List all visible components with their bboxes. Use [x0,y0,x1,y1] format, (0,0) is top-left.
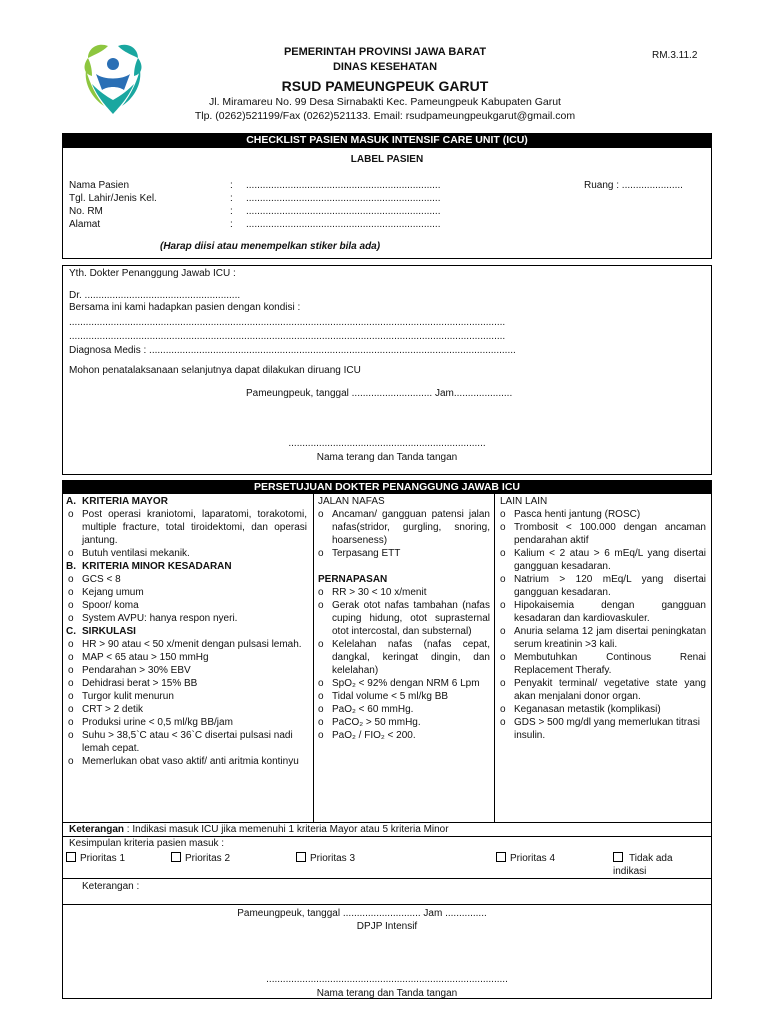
footer-date-time[interactable]: Pameungpeuk, tanggal ............................ Jam ............... [237,908,487,919]
criteria-item: o Kelelahan nafas (nafas cepat, dangkal, keringat dingin, dan kelelahan) [318,639,490,676]
field-colon: : [230,206,233,217]
row-divider [62,878,712,879]
criteria-item: o PaCO₂ > 50 mmHg. [318,717,421,728]
criteria-item: o Natrium > 120 mEq/L yang disertai gangguan kesadaran. [500,574,706,598]
field-colon: : [230,193,233,204]
condition-line[interactable]: ............................................................................................................................................................. [69,317,506,328]
criteria-item: o GCS < 8 [68,574,121,585]
footer-signature-label: Nama terang dan Tanda tangan [316,988,458,999]
field-label: Alamat [69,219,101,230]
field-colon: : [230,180,233,191]
column-divider [494,494,495,822]
criteria-item: o Kejang umum [68,587,144,598]
criteria-item: o Gerak otot nafas tambahan (nafas cuping hidung, otot suprasternal otot intercostal, dan substernal) [318,600,490,637]
letter-intro: Bersama ini kami hadapkan pasien dengan kondisi : [69,302,301,313]
criteria-item: o Keganasan metastik (komplikasi) [500,704,661,715]
header-department: DINAS KESEHATAN [332,61,438,73]
criteria-item: o Produksi urine < 0,5 ml/kg BB/jam [68,717,233,728]
field-label: Nama Pasien [69,180,130,191]
criteria-item: o Penyakit terminal/ vegetative state yang akan menjalani donor organ. [500,678,706,702]
header-address: Jl. Miramareu No. 99 Desa Sirnabakti Kec. Pameungpeuk Kabupaten Garut [209,96,561,108]
section-heading: PERNAPASAN [318,574,388,585]
label-note: (Harap diisi atau menempelkan stiker bila ada) [160,241,381,252]
row-divider [62,836,712,837]
section-heading: A. KRITERIA MAYOR [66,496,168,507]
header-hospital: RSUD PAMEUNGPEUK GARUT [281,78,489,94]
criteria-item: o PaO₂ < 60 mmHg. [318,704,414,715]
section-heading: B. KRITERIA MINOR KESADARAN [66,561,232,572]
section-heading: C. SIRKULASI [66,626,136,637]
doctor-field[interactable]: Dr. ........................................................ [69,290,241,301]
criteria-item: o Pendarahan > 30% EBV [68,665,191,676]
ruang-field[interactable]: Ruang : ...................... [584,180,683,191]
row-divider [62,822,712,823]
priority-1-checkbox[interactable]: Prioritas 1 [66,852,125,864]
hospital-logo [78,40,148,120]
approval-title: PERSETUJUAN DOKTER PENANGGUNG JAWAB ICU [62,480,712,494]
form-title: CHECKLIST PASIEN MASUK INTENSIF CARE UNIT (ICU) [62,133,712,148]
field-label: No. RM [69,206,103,217]
criteria-item: o Spoor/ koma [68,600,139,611]
indication-note: Keterangan : Indikasi masuk ICU jika memenuhi 1 kriteria Mayor atau 5 kriteria Minor [69,824,449,835]
label-heading: LABEL PASIEN [350,154,424,165]
letter-to: Yth. Dokter Penanggung Jawab ICU : [69,268,236,279]
priority-2-checkbox[interactable]: Prioritas 2 [171,852,230,864]
conclusion-label: Kesimpulan kriteria pasien masuk : [69,838,225,849]
no-indication-checkbox[interactable]: Tidak ada indikasi [613,853,673,877]
criteria-item: o CRT > 2 detik [68,704,144,715]
criteria-item: o Ancaman/ gangguan patensi jalan nafas(stridor, gurgling, snoring, hoarseness) [318,509,490,546]
form-code: RM.3.11.2 [652,50,698,61]
criteria-item: o Post operasi kraniotomi, laparatomi, torakotomi, multiple fracture, total tiroidektomi, dan operasi jantung. [68,509,307,546]
criteria-item: o Membutuhkan Continous Renai Replacement Therafy. [500,652,706,676]
criteria-column-major-minor [64,495,307,768]
field-dots[interactable]: ...................................................................... [246,180,441,191]
field-dots[interactable]: ...................................................................... [246,206,441,217]
section-heading: LAIN LAIN [500,496,548,507]
criteria-item: o Dehidrasi berat > 15% BB [68,678,198,689]
criteria-item: o Anuria selama 12 jam disertai peningkatan serum kreatinin >3 kali. [500,626,706,650]
diagnosis-field[interactable]: Diagnosa Medis : .................................................................................................................................... [69,345,516,356]
dpjp-label: DPJP Intensif [356,921,418,932]
header-contact: Tlp. (0262)521199/Fax (0262)521133. Email: rsudpameungpeukgarut@gmail.com [194,110,576,122]
criteria-item: o Hipokaisemia dengan gangguan kesadaran dan kardiovaskuler. [500,600,706,624]
criteria-item: o Butuh ventilasi mekanik. [68,548,190,559]
criteria-column-airway-breathing [314,495,490,742]
header-province: PEMERINTAH PROVINSI JAWA BARAT [283,46,487,58]
remarks-field[interactable]: Keterangan : [82,881,140,892]
criteria-item: o Kalium < 2 atau > 6 mEq/L yang disertai gangguan kesadaran. [500,548,706,572]
criteria-item: o MAP < 65 atau > 150 mmHg [68,652,209,663]
criteria-item: o GDS > 500 mg/dl yang memerlukan titrasi insulin. [500,717,700,741]
letter-date-time[interactable]: Pameungpeuk, tanggal ............................. Jam..................... [246,388,513,399]
criteria-item: o System AVPU: hanya respon nyeri. [68,613,238,624]
priority-3-checkbox[interactable]: Prioritas 3 [296,852,355,864]
field-colon: : [230,219,233,230]
field-label: Tgl. Lahir/Jenis Kel. [69,193,157,204]
signature-label: Nama terang dan Tanda tangan [316,452,458,463]
condition-line[interactable]: ............................................................................................................................................................. [69,331,506,342]
criteria-item: o RR > 30 < 10 x/menit [318,587,427,598]
field-dots[interactable]: ...................................................................... [246,219,441,230]
section-heading: JALAN NAFAS [318,496,385,507]
criteria-item: o Suhu > 38,5`C atau < 36`C disertai pulsasi nadi lemah cepat. [68,730,293,754]
criteria-item: o Tidal volume < 5 ml/kg BB [318,691,449,702]
field-dots[interactable]: ...................................................................... [246,193,441,204]
criteria-item: o Memerlukan obat vaso aktif/ anti aritmia kontinyu [68,756,299,767]
footer-signature-line[interactable]: ....................................................................................... [266,974,508,985]
criteria-column-other [496,495,706,742]
letter-request: Mohon penatalaksanaan selanjutnya dapat dilakukan diruang ICU [69,365,361,376]
criteria-item: o Terpasang ETT [318,548,401,559]
criteria-item: o Turgor kulit menurun [68,691,174,702]
criteria-item: o HR > 90 atau < 50 x/menit dengan pulsasi lemah. [68,639,302,650]
criteria-item: o PaO₂ / FIO₂ < 200. [318,730,416,741]
signature-line[interactable]: ....................................................................... [288,438,486,449]
criteria-item: o Trombosit < 100.000 dengan ancaman pendarahan aktif [500,522,706,546]
criteria-item: o SpO₂ < 92% dengan NRM 6 Lpm [318,678,480,689]
row-divider [62,904,712,905]
criteria-item: o Pasca henti jantung (ROSC) [500,509,641,520]
priority-4-checkbox[interactable]: Prioritas 4 [496,852,555,864]
